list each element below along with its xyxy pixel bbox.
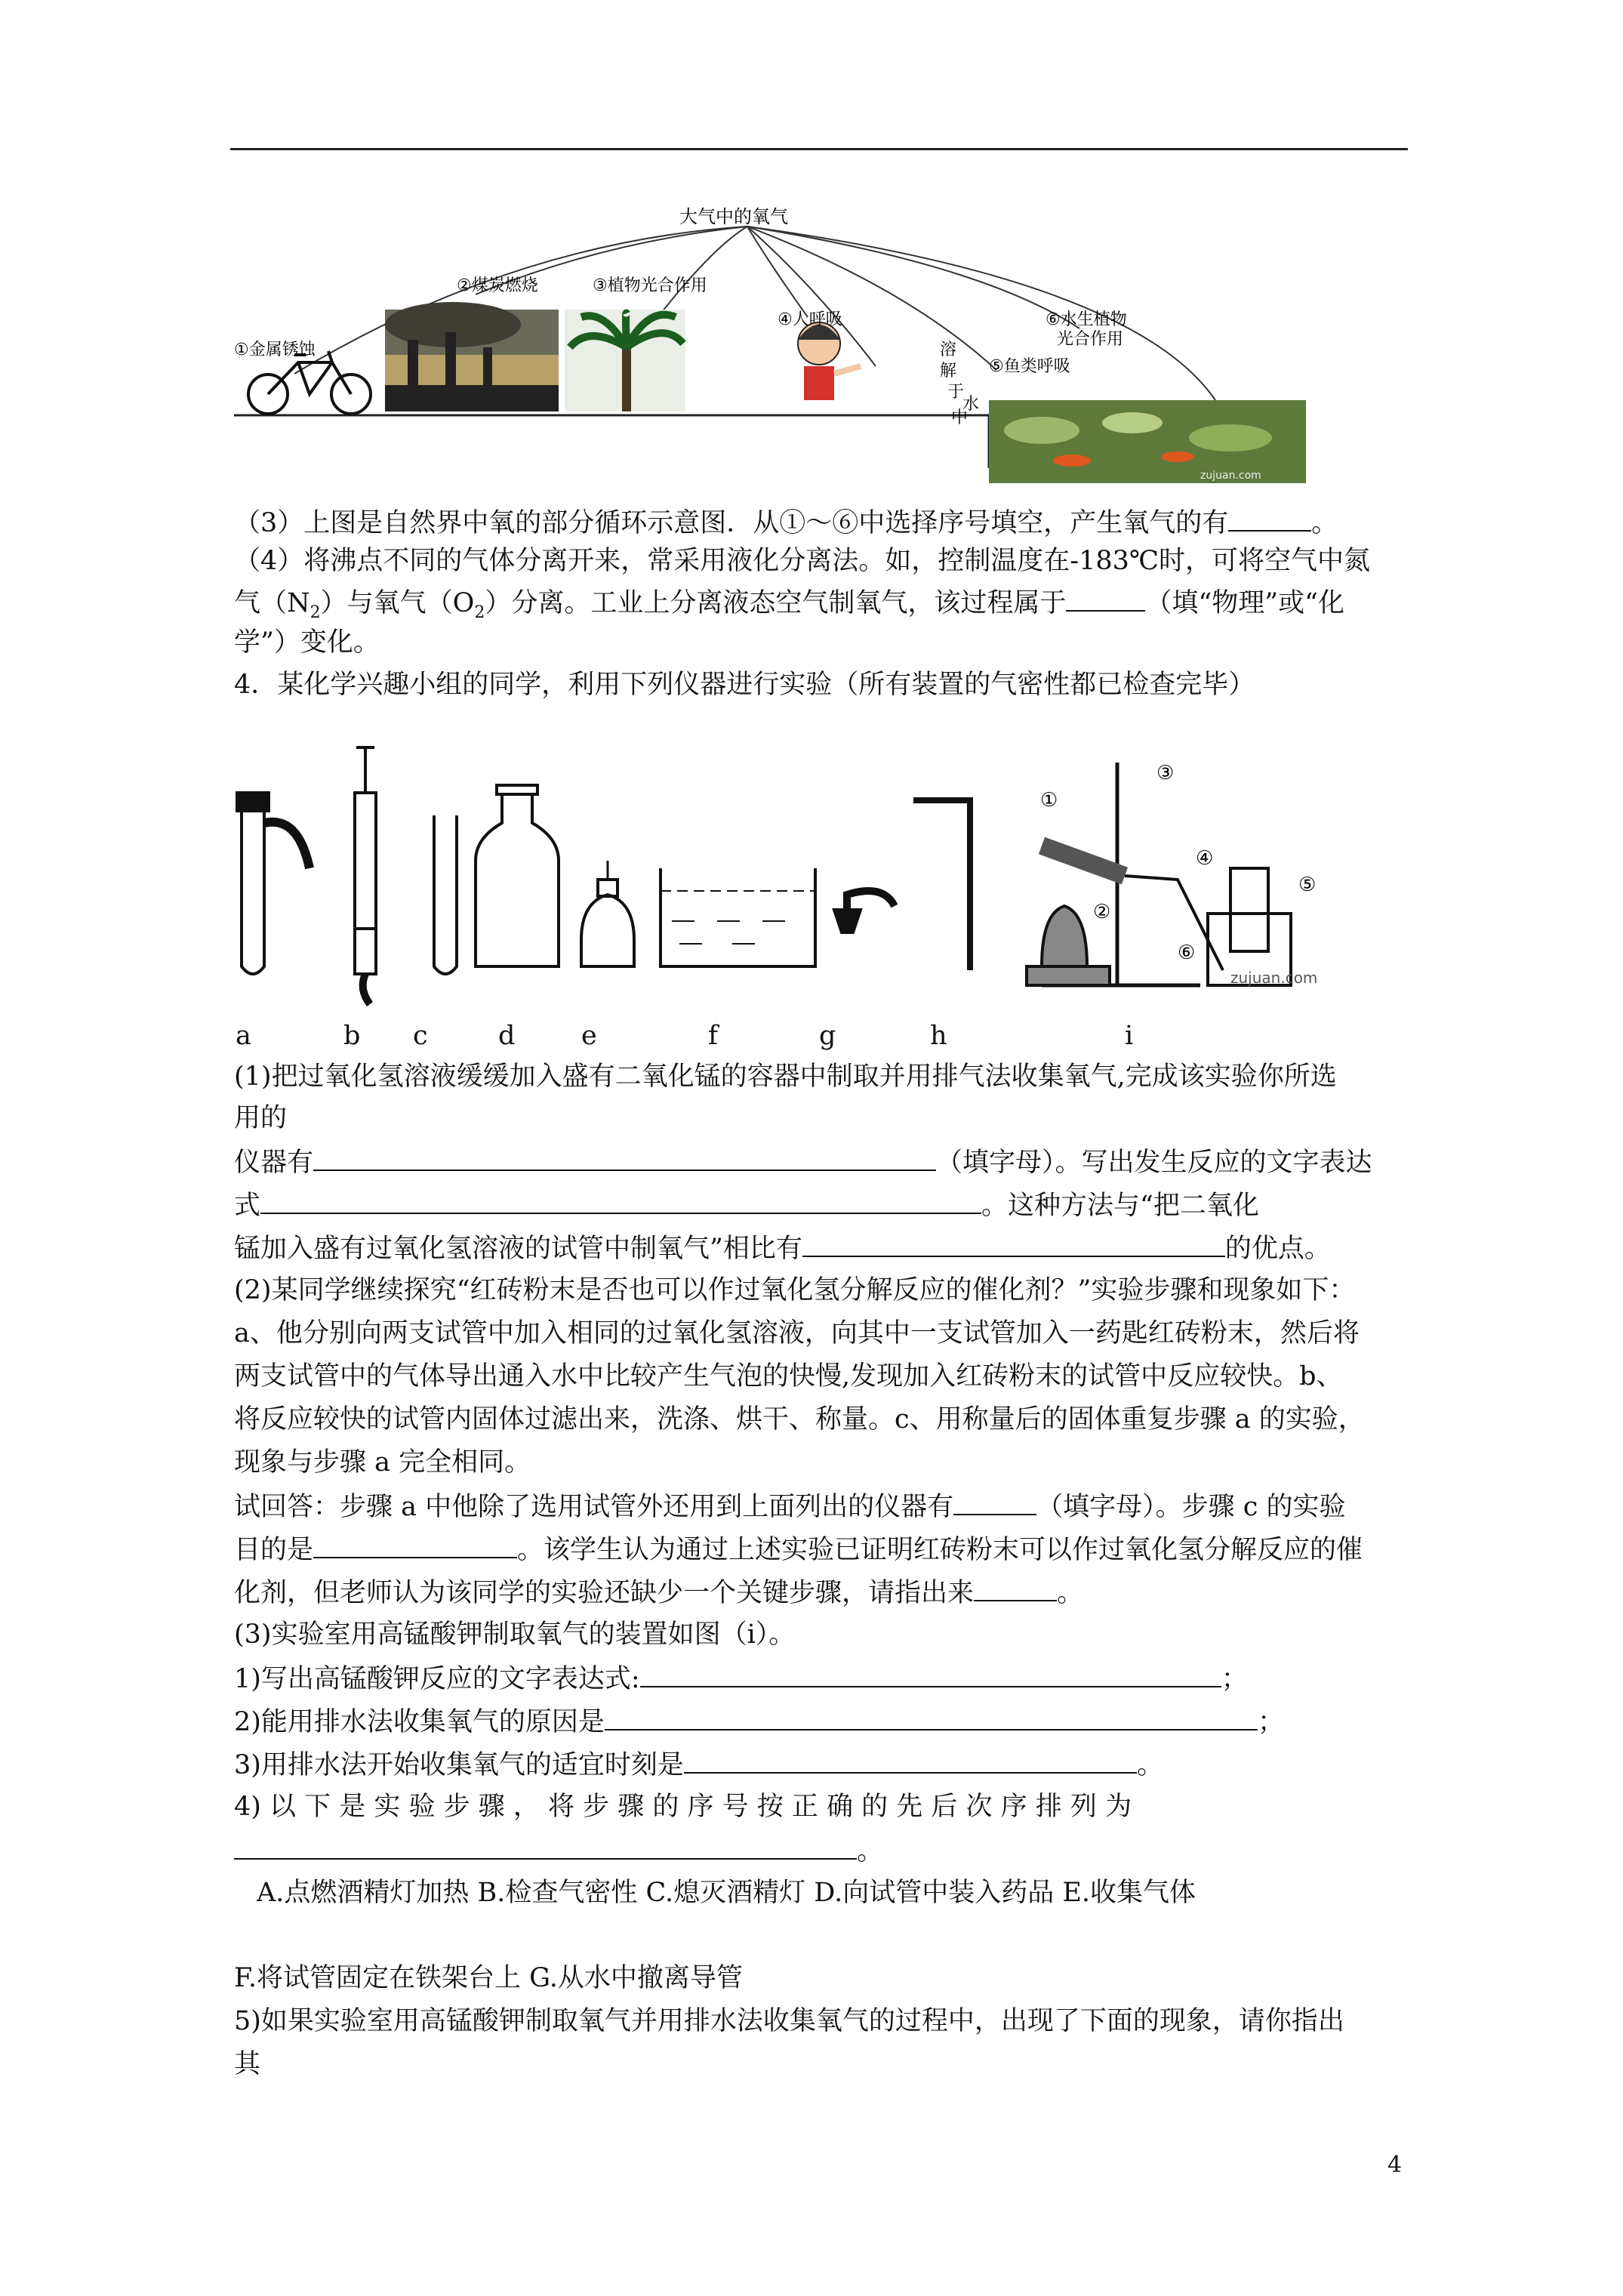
svg-text:解: 解 bbox=[940, 362, 957, 381]
s1-line3: 仪器有 （填字母）。写出发生反应的文字表达 bbox=[234, 1144, 1372, 1180]
svg-text:水: 水 bbox=[962, 395, 980, 414]
s3-line1: (3)实验室用高锰酸钾制取氧气的装置如图（i）。 bbox=[234, 1620, 796, 1650]
svg-text:溶: 溶 bbox=[940, 341, 957, 359]
label-c: c bbox=[413, 1021, 428, 1051]
svg-text:③植物光合作用: ③植物光合作用 bbox=[593, 276, 707, 295]
diagram-title: 大气中的氧气 bbox=[679, 206, 788, 227]
pond-fish-image bbox=[989, 400, 1306, 483]
svg-text:中: 中 bbox=[951, 408, 969, 427]
s2-line6: 试回答：步骤 a 中他除了选用试管外还用到上面列出的仪器有 （填字母）。步骤 c 的实验 bbox=[234, 1488, 1345, 1524]
page-number: 4 bbox=[1387, 2152, 1403, 2178]
label-d: d bbox=[498, 1021, 516, 1051]
label-b: b bbox=[343, 1021, 361, 1051]
s5-line2: 其 bbox=[234, 2049, 261, 2079]
svg-text:④: ④ bbox=[1196, 847, 1214, 870]
svg-text:zujuan.com: zujuan.com bbox=[1200, 470, 1261, 482]
svg-text:①金属锈蚀: ①金属锈蚀 bbox=[234, 341, 316, 359]
p4-intro: 4．某化学兴趣小组的同学，利用下列仪器进行实验（所有装置的气密性都已检查完毕） bbox=[234, 670, 1255, 700]
svg-text:④人呼吸: ④人呼吸 bbox=[778, 310, 842, 329]
svg-text:②: ② bbox=[1093, 901, 1111, 923]
svg-text:③: ③ bbox=[1156, 762, 1175, 784]
label-h: h bbox=[930, 1021, 947, 1051]
svg-text:⑤: ⑤ bbox=[1298, 874, 1317, 896]
svg-text:zujuan.com: zujuan.com bbox=[1230, 969, 1318, 987]
bicycle-icon bbox=[248, 351, 371, 414]
apparatus-diagram bbox=[226, 740, 1389, 1012]
s3-line3: 2)能用排水法收集氧气的原因是 ； bbox=[234, 1703, 1284, 1740]
svg-text:于: 于 bbox=[947, 383, 965, 402]
s3-line2: 1)写出高锰酸钾反应的文字表达式: ； bbox=[234, 1660, 1248, 1697]
svg-text:⑥水生植物: ⑥水生植物 bbox=[1046, 310, 1127, 329]
svg-text:②煤炭燃烧: ②煤炭燃烧 bbox=[457, 276, 538, 295]
oxygen-cycle-diagram bbox=[226, 196, 1344, 498]
palm-tree-image bbox=[565, 310, 685, 411]
coal-burning-image bbox=[385, 302, 559, 411]
label-f: f bbox=[708, 1021, 718, 1051]
s1-line2: 用的 bbox=[234, 1103, 288, 1133]
s2-line7: 目的是 。该学生认为通过上述实验已证明红砖粉末可以作过氧化氢分解反应的催 bbox=[234, 1531, 1363, 1567]
svg-text:①: ① bbox=[1040, 789, 1058, 812]
svg-text:⑤鱼类呼吸: ⑤鱼类呼吸 bbox=[989, 357, 1070, 376]
s1-line5: 锰加入盛有过氧化氢溶液的试管中制氧气”相比有 的优点。 bbox=[234, 1230, 1331, 1266]
s3-line6: 。 bbox=[234, 1832, 883, 1869]
label-e: e bbox=[581, 1021, 597, 1051]
s1-line1: (1)把过氧化氢溶液缓缓加入盛有二氧化锰的容器中制取并用排气法收集氧气,完成该实验你所选 bbox=[234, 1062, 1337, 1092]
steps-options: A.点燃酒精灯加热 B.检查气密性 C.熄灭酒精灯 D.向试管中装入药品 E.收集气体 bbox=[257, 1878, 1196, 1908]
s2-line1: (2)某同学继续探究“红砖粉末是否也可以作过氧化氢分解反应的催化剂？”实验步骤和现象如下： bbox=[234, 1275, 1356, 1305]
s2-line3: 两支试管中的气体导出通入水中比较产生气泡的快慢,发现加入红砖粉末的试管中反应较快。b、 bbox=[234, 1361, 1343, 1391]
q4-line1: （4）将沸点不同的气体分离开来，常采用液化分离法。如，控制温度在-183℃时，可将空气中氮 bbox=[234, 546, 1371, 576]
s3-line5: 4) 以 下 是 实 验 步 骤 ， 将 步 骤 的 序 号 按 正 确 的 先 后 次 序 排 列 为 bbox=[234, 1792, 1132, 1822]
s5-line1: 5)如果实验室用高锰酸钾制取氧气并用排水法收集氧气的过程中，出现了下面的现象，请你指出 bbox=[234, 2006, 1344, 2036]
s2-line2: a、他分别向两支试管中加入相同的过氧化氢溶液，向其中一支试管加入一药匙红砖粉末，然后将 bbox=[234, 1318, 1360, 1348]
svg-text:⑥: ⑥ bbox=[1178, 942, 1196, 964]
q3-line: （3）上图是自然界中氧的部分循环示意图．从①～⑥中选择序号填空，产生氧气的有 。 bbox=[234, 504, 1338, 541]
s1-line4: 式 。这种方法与“把二氧化 bbox=[234, 1187, 1259, 1223]
s2-line8: 化剂，但老师认为该同学的实验还缺少一个关键步骤，请指出来 。 bbox=[234, 1574, 1083, 1610]
label-g: g bbox=[819, 1021, 836, 1051]
q4-line2: 气$(N_2)$与氧气$(O_2)$分离。工业上分离液态空气制氧气，该过程属于 （填“物理”或“化 bbox=[234, 584, 1344, 630]
steps-options-2: F.将试管固定在铁架台上 G.从水中撤离导管 bbox=[234, 1963, 743, 1993]
s3-line4: 3)用排水法开始收集氧气的适宜时刻是 。 bbox=[234, 1746, 1163, 1783]
label-i: i bbox=[1125, 1021, 1134, 1051]
svg-text:光合作用: 光合作用 bbox=[1057, 330, 1124, 349]
label-a: a bbox=[236, 1021, 251, 1051]
s2-line4: 将反应较快的试管内固体过滤出来，洗涤、烘干、称量。c、用称量后的固体重复步骤 a 的实验， bbox=[234, 1404, 1365, 1435]
s2-line5: 现象与步骤 a 完全相同。 bbox=[234, 1447, 531, 1478]
q4-line3: 学”）变化。 bbox=[234, 627, 380, 658]
header-rule bbox=[230, 148, 1408, 150]
